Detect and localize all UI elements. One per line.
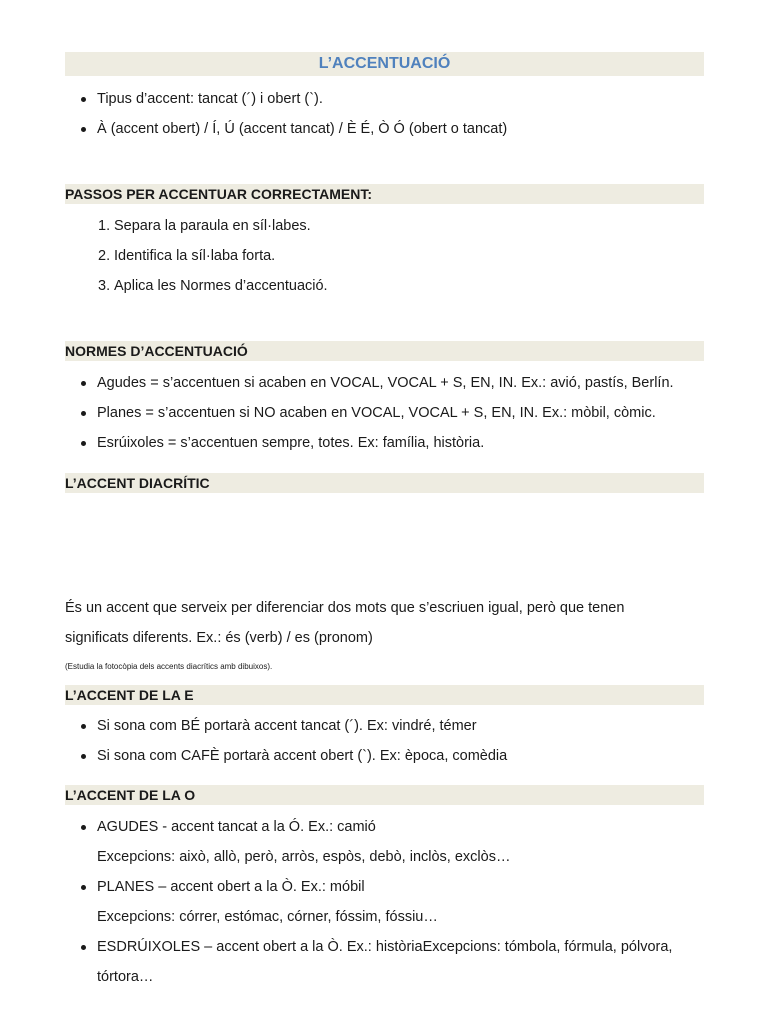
list-item: À (accent obert) / Í, Ú (accent tancat) / È É, Ò Ó (obert o tancat) [65,114,704,144]
list-item [65,211,704,241]
list-item: PLANES – accent obert a la Ò. Ex.: móbil [65,872,704,902]
accent-o-list [65,872,704,902]
step-number: 3. [98,278,111,294]
section-heading-accent-o: L’ACCENT DE LA O [65,785,704,805]
section-heading-diacritic: L’ACCENT DIACRÍTIC [65,473,704,493]
list-item: Si sona com BÉ portarà accent tancat (´). Ex: vindré, témer [65,711,704,741]
list-item: Si sona com CAFÈ portarà accent obert (`). Ex: època, comèdia [65,741,704,771]
diacritic-note: (Estudia la fotocòpia dels accents diacrítics amb dibuixos). [65,662,273,671]
section-heading-accent-e: L’ACCENT DE LA E [65,685,704,705]
list-item: Esrúixoles = s’accentuen sempre, totes. Ex: família, història. [65,428,704,458]
step-text: Aplica les Normes d’accentuació. [114,278,328,294]
exceptions-line: Excepcions: això, allò, però, arròs, espòs, debò, inclòs, exclòs… [97,849,511,865]
paragraph-line: significats diferents. Ex.: és (verb) / es (pronom) [65,630,373,646]
paragraph-line: És un accent que serveix per diferenciar dos mots que s’escriuen igual, però que tenen [65,600,625,616]
step-text: Separa la paraula en síl·labes. [114,218,311,234]
accent-o-list [65,932,704,962]
section-heading-steps: PASSOS PER ACCENTUAR CORRECTAMENT: [65,184,704,204]
steps-list [65,211,704,301]
continuation-line: tórtora… [97,969,154,985]
page-title: L’ACCENTUACIÓ [65,52,704,76]
list-item: ESDRÚIXOLES – accent obert a la Ò. Ex.: històriaExcepcions: tómbola, fórmula, pólvora, [65,932,704,962]
intro-list [65,84,704,144]
exceptions-line: Excepcions: córrer, estómac, córner, fóssim, fóssiu… [97,909,438,925]
accent-e-list [65,711,704,771]
document-page [65,52,704,992]
step-number: 2. [98,248,111,264]
diacritic-paragraph [65,593,704,653]
step-number: 1. [98,218,111,234]
list-item: Planes = s’accentuen si NO acaben en VOCAL, VOCAL + S, EN, IN. Ex.: mòbil, còmic. [65,398,704,428]
list-item: Tipus d’accent: tancat (´) i obert (`). [65,84,704,114]
step-text: Identifica la síl·laba forta. [114,248,276,264]
list-item: AGUDES - accent tancat a la Ó. Ex.: camió [65,812,704,842]
section-heading-norms: NORMES D’ACCENTUACIÓ [65,341,704,361]
list-item [65,271,704,301]
accent-o-list [65,812,704,842]
list-item [65,241,704,271]
list-item: Agudes = s’accentuen si acaben en VOCAL, VOCAL + S, EN, IN. Ex.: avió, pastís, Berlín. [65,368,704,398]
norms-list [65,368,704,458]
